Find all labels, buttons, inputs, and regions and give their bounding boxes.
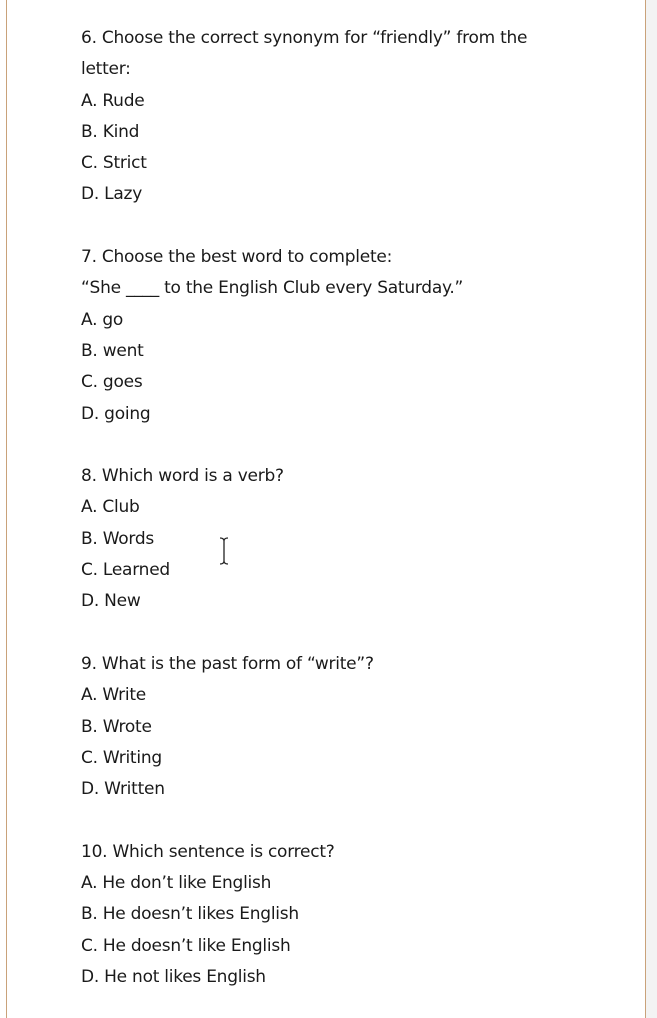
question-9 [81, 649, 601, 805]
question-10-option-b[interactable]: B. He doesn’t likes English [81, 904, 299, 925]
question-7-option-a[interactable]: A. go [81, 309, 124, 330]
blank-line [81, 211, 601, 242]
question-6-text-line-1[interactable]: 6. Choose the correct synonym for “friendly” from the [81, 28, 528, 48]
blank-line [81, 430, 601, 461]
blank-line [81, 805, 601, 836]
question-10-option-a[interactable]: A. He don’t like English [81, 873, 272, 894]
blank-line [81, 618, 601, 649]
question-10-text[interactable]: 10. Which sentence is correct? [81, 841, 335, 862]
question-7 [81, 242, 601, 430]
question-8-option-a[interactable]: A. Club [81, 497, 140, 518]
question-9-option-b[interactable]: B. Wrote [81, 716, 152, 737]
question-7-option-b[interactable]: B. went [81, 340, 144, 361]
question-10-option-c[interactable]: C. He doesn’t like English [81, 935, 291, 956]
question-9-option-c[interactable]: C. Writing [81, 747, 162, 768]
question-8-option-b[interactable]: B. Words [81, 528, 155, 549]
question-6-option-b[interactable]: B. Kind [81, 121, 140, 142]
question-10 [81, 837, 601, 993]
question-6-option-c[interactable]: C. Strict [81, 153, 147, 174]
question-8-text[interactable]: 8. Which word is a verb? [81, 466, 284, 487]
question-10-option-d[interactable]: D. He not likes English [81, 966, 266, 987]
text-cursor-icon [218, 537, 230, 565]
question-7-text-line-2[interactable]: “She ____ to the English Club every Saturday.” [81, 278, 464, 299]
question-9-option-a[interactable]: A. Write [81, 685, 147, 706]
question-9-text[interactable]: 9. What is the past form of “write”? [81, 653, 374, 674]
question-8-option-c[interactable]: C. Learned [81, 560, 170, 581]
question-9-option-d[interactable]: D. Written [81, 779, 165, 800]
question-8-option-d[interactable]: D. New [81, 591, 141, 612]
question-7-option-c[interactable]: C. goes [81, 372, 143, 393]
question-6-option-d[interactable]: D. Lazy [81, 184, 143, 205]
question-7-option-d[interactable]: D. going [81, 403, 151, 424]
question-6-option-a[interactable]: A. Rude [81, 90, 145, 111]
right-margin-strip [646, 0, 657, 1018]
question-7-text-line-1[interactable]: 7. Choose the best word to complete: [81, 247, 393, 268]
question-6 [81, 23, 601, 211]
question-8 [81, 461, 601, 617]
document-page[interactable] [6, 0, 646, 1018]
question-6-text-line-2[interactable]: letter: [81, 59, 131, 80]
quiz-content[interactable] [81, 23, 601, 993]
